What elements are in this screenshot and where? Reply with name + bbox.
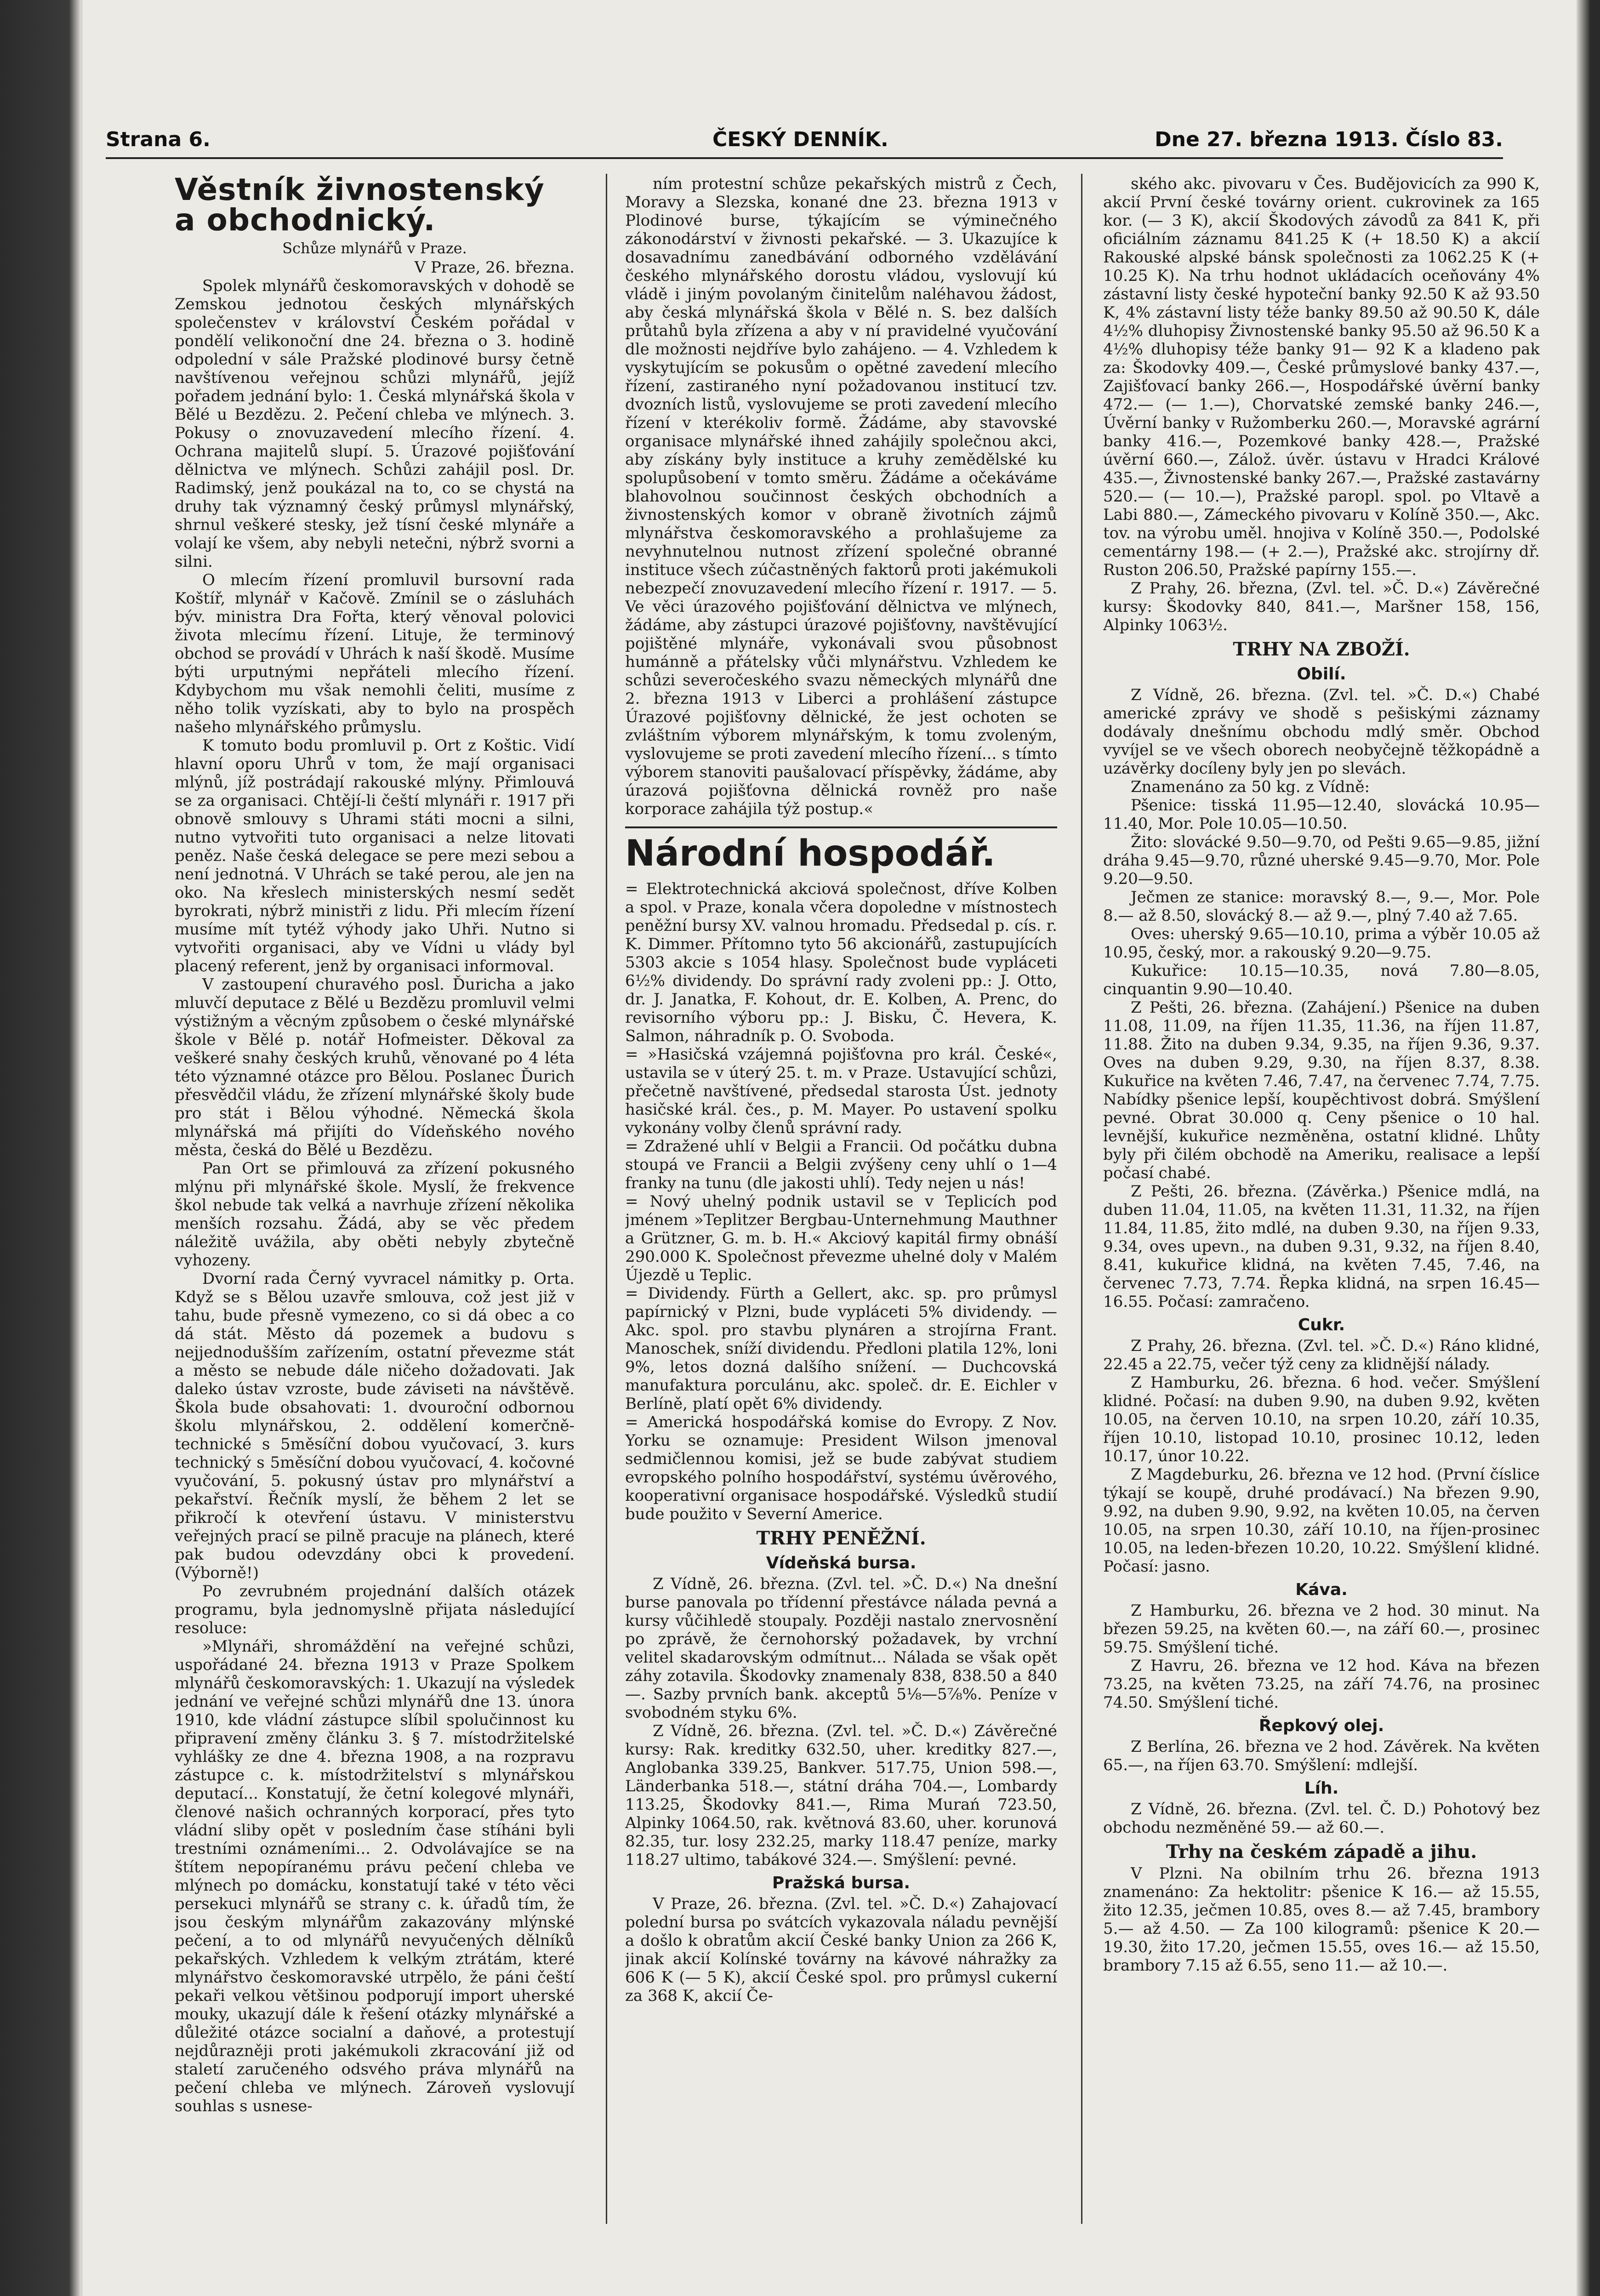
column-rule [606, 174, 607, 2224]
paragraph: Z Prahy, 26. března, (Zvl. tel. »Č. D.«) Závěrečné kursy: Škodovky 840, 841.—, Maršner 158, 156, Alpinky 1063½. [1103, 579, 1540, 634]
heading-prague-bourse: Pražská bursa. [772, 1874, 911, 1892]
heading-west-south-markets: Trhy na českém západě a jihu. [1166, 1841, 1477, 1863]
news-item: = »Hasičská vzájemná pojišťovna pro král. České«, ustavila se v úterý 25. t. m. v Praze. Ustavující schůzi, přečetně navštívené, předsedal starosta Úst. jednoty hasičské král. čes., p. M. Mayer. Po ustavení spolku vykonány volby členů správní rady. [625, 1045, 1057, 1137]
paragraph: Kukuřice: 10.15—10.35, nová 7.80—8.05, cinquantin 9.90—10.40. [1103, 962, 1540, 998]
paragraph: Po zevrubném projednání dalších otázek programu, byla jednomyslně přijata následující resoluce: [175, 1582, 575, 1637]
paragraph: Znamenáno za 50 kg. z Vídně: [1131, 778, 1370, 796]
paragraph: Z Berlína, 26. března ve 2 hod. Závěrek. Na květen 65.—, na říjen 63.70. Smýšlení: mdlejší. [1103, 1738, 1540, 1774]
news-item: = Elektrotechnická akciová společnost, dříve Kolben a spol. v Praze, konala včera dopoledne v místnostech peněžní bursy XV. valnou hromadu. Předsedal p. cís. r. K. Dimmer. Přítomno tyto 56 akcionářů, zastupujících 5303 akcie s 1054 hlasy. Společnost bude vypláceti 6½% dividendy. Do správní rady zvoleni pp.: J. Otto, dr. J. Janatka, F. Kohout, dr. E. Kolben, A. Prenc, do revisorního výboru pp.: J. Bisku, Č. Hevera, K. Salmon, náhradník p. O. Svoboda. [625, 880, 1057, 1045]
paragraph: Z Pešti, 26. března. (Závěrka.) Pšenice mdlá, na duben 11.04, 11.05, na květen 11.31, 11.32, na říjen 11.84, 11.85, žito mdlé, na duben 9.30, na říjen 9.33, 9.34, oves upevn., na duben 9.31, 9.32, na říjen 8.40, 8.41, kukuřice klidná, na květen 7.45, 7.46, na červenec 7.73, 7.74. Řepka klidná, na srpen 16.45—16.55. Počasí: zamračeno. [1103, 1182, 1540, 1311]
paragraph: Pan Ort se přimlouvá za zřízení pokusného mlýnu při mlynářské škole. Myslí, že frekvence škol nebude tak velká a navrhuje zřízení několika menších rozsahu. Žádá, aby se věc předem náležitě uvážila, aby oběti nebyly zbytečně vyhozeny. [175, 1159, 575, 1270]
dateline: V Praze, 26. března. [414, 258, 575, 277]
column-3 [1103, 175, 1540, 2225]
news-item: = Nový uhelný podnik ustavil se v Teplicích pod jménem »Teplitzer Bergbau-Unternehmung Mauthner a Grützner, G. m. b. H.« Akciový kapitál firmy obnáší 290.000 K. Společnost převezme uhelné doly v Malém Újezdě u Teplic. [625, 1192, 1057, 1284]
heading-spirits: Líh. [1304, 1779, 1339, 1798]
paragraph: Z Vídně, 26. března. (Zvl. tel. Č. D.) Pohotový bez obchodu nezměněné 59.— až 60.—. [1103, 1800, 1540, 1837]
article-subtitle: Schůze mlynářů v Praze. [282, 239, 467, 257]
heading-coffee: Káva. [1295, 1580, 1348, 1599]
paragraph: Z Vídně, 26. března. (Zvl. tel. »Č. D.«) Na dnešní burse panovala po třídenní přestávce nálada pevná a kursy vůčihledě stoupaly. Později nastalo znervosnění po zprávě, že černohorský požadavek, by vrchní velitel skadarovským odmítnut... Nálada se však opět záhy zotavila. Škodovky znamenaly 838, 838.50 a 840—. Sazby prvních bank. akceptů 5⅛—5⅞%. Peníze v svobodném styku 6%. [625, 1575, 1057, 1722]
paragraph: Z Hamburku, 26. března ve 2 hod. 30 minut. Na březen 59.25, na květen 60.—, na září 60.—, prosinec 59.75. Smýšlení tiché. [1103, 1601, 1540, 1657]
paragraph: ním protestní schůze pekařských mistrů z Čech, Moravy a Slezska, konané dne 23. března 1913 v Plodinové burse, týkajícím se výminečného zákonodárství v živnosti pekařské. — 3. Ukazujíce k dosavadnímu zanedbávání odborného vzdělávání českého mlynářského dorostu vládou, vyslovují kú vládě i jiným povolaným činitelům naléhavou žádost, aby česká mlynářská škola v Bělé n. S. bez dalších průtahů byla zřízena a aby v ní pravidelné vyučování dle možnosti nejdříve bylo zahájeno. — 4. Vzhledem k vyskytujícím se pokusům o opětné zavedení mlecího řízení, zastiraného nyní požadovanou institucí tzv. dvozních listů, vyslovujeme se proti zavedení mlecího řízení v kterékoliv formě. Žádáme, aby stavovské organisace mlynářské ihned zahájily společnou akci, aby získány byly instituce a kruhy zemědělské ku spolupůsobení v tomto směru. Žádáme a očekáváme blahovolnou součinnost českých obchodních a živnostenských komor v obraně životních zájmů mlynářstva českomoravského a prohlašujeme za nevyhnutelnou nutnost zřízení společné obranné instituce všech zúčastněných faktorů proti jakémukoli nebezpečí znovuzavedení mlecího řízení r. 1917. — 5. Ve věci úrazového pojišťování dělnictva ve mlýnech, žádáme, aby zástupci úrazové pojišťovny, navštěvující pojištěné mlynáře, vykonávali svou působnost humánně a přátelsky vůči mlynářstvu. Vzhledem ke schůzi severočeského svazu německých mlynářů dne 2. března 1913 v Liberci a prohlášení zástupce Úrazové pojišťovny dělnické, že jest ochoten se zvláštním výborem mlynářským, k tomu zvoleným, vyslovujeme se proti zavedení mlecího řízení... s tímto výborem stanoviti paušalovací příspěvky, žádáme, aby úrazová pojišťovna dělnická rovněž pro naše korporace zahájila týž postup.« [625, 175, 1057, 818]
heading-grain: Obilí. [1297, 665, 1346, 684]
paragraph: »Mlynáři, shromáždění na veřejné schůzi, uspořádané 24. března 1913 v Praze Spolkem mlynářů českomoravských: 1. Ukazují na výsledek jednání ve veřejné schůzi mlynářů dne 13. února 1910, kde vládní zástupce slíbil spolučinnost ku připravení změny článku 3. § 7. místodržitelské vyhlášky ze dne 4. března 1908, a na rozpravu zástupce c. k. místodržitelství s mlynářskou deputací... Konstatují, že četní kolegové mlynáři, členové našich ochranných korporací, přes tyto vládní sliby opět v posledním čase stíháni byli trestními oznámeními... 2. Odvolávajíce se na štítem nepopíranému právu pečení chleba ve mlýnech po domácku, konstatují také v této věci persekuci mlynářů se strany c. k. úřadů tím, že jsou českým mlynářům zakazovány mlýnské pečení, a to od mlynářů nevyučených dělníků pekařských. Vzhledem k velkým ztrátám, které mlynářstvo českomoravské utrpělo, že páni čeští pekaři velkou většinou podporují import uherské mouky, ukazují dále k řešení otázky mlynářské a důležité otázce socialní a daňové, a protestují nejdůrazněji proti jakémukoli zkracování již od staletí zaručeného odsvého práva mlynářů na pečení chleba ve mlýnech. Zároveň vyslovují souhlas s usnese- [175, 1637, 575, 2115]
heading-money-markets: TRHY PENĚŽNÍ. [756, 1527, 926, 1549]
paragraph: V Praze, 26. března. (Zvl. tel. »Č. D.«) Zahajovací polední bursa po svátcích vykazovala náladu pevnější a došlo k obratům akcií České banky Union za 266 K, jinak akcií Kolínské továrny na kávové náhražky za 606 K (— 5 K), akcií České spol. pro průmysl cukerní za 368 K, akcií Če- [625, 1895, 1057, 2005]
paragraph: Z Magdeburku, 26. března ve 12 hod. (První číslice týkají se koupě, druhé prodávací.) Na březen 9.90, 9.92, na duben 9.90, 9.92, na květen 10.05, na červen 10.05, na srpen 10.30, září 10.10, na říjen-prosinec 10.05, na leden-březen 10.20, 10.22. Smýšlení klidné. Počasí: jasno. [1103, 1465, 1540, 1576]
news-item: = Americká hospodářská komise do Evropy. Z Nov. Yorku se oznamuje: President Wilson jmenoval sedmičlennou komisi, jež se bude zabývat studiem evropského polního hospodářství, systému úvěrového, kooperativní organisace hospodářské. Výsledků studií bude použito v Severní Americe. [625, 1413, 1057, 1523]
section-title: Věstník živnostenský a obchodnický. [175, 175, 545, 238]
column-2 [625, 175, 1057, 2225]
heading-sugar: Cukr. [1298, 1316, 1345, 1334]
heading-rapeseed-oil: Řepkový olej. [1258, 1716, 1384, 1735]
paragraph: Pšenice: tisská 11.95—12.40, slovácká 10.95—11.40, Mor. Pole 10.05—10.50. [1103, 796, 1540, 833]
issue-date: Dne 27. března 1913. Číslo 83. [1155, 128, 1503, 151]
column-1 [175, 175, 575, 2225]
paragraph: Z Prahy, 26. března. (Zvl. tel. »Č. D.«) Ráno klidné, 22.45 a 22.75, večer týž ceny za klidnější nálady. [1103, 1337, 1540, 1373]
paragraph: Z Vídně, 26. března. (Zvl. tel. »Č. D.«) Chabé americké zprávy ve shodě s pešiskými záznamy dodávaly dnešnímu obchodu mdlý směr. Obchod vyvíjel se ve všech oborech neobyčejně těžkopádně a uzávěrky docíleny byly jen po slevách. [1103, 686, 1540, 778]
paragraph: Ječmen ze stanice: moravský 8.—, 9.—, Mor. Pole 8.— až 8.50, slovácký 8.— až 9.—, plný 7.40 až 7.65. [1103, 888, 1540, 925]
paragraph: Spolek mlynářů českomoravských v dohodě se Zemskou jednotou českých mlynářských společenstev v království Českém pořádal v pondělí velikonoční dne 24. března o 3. hodině odpolední v sále Pražské plodinové bursy četně navštívenou veřejnou schůzi mlynářů, jejíž pořadem jednání bylo: 1. Česká mlynářská škola v Bělé u Bezdězu. 2. Pečení chleba ve mlýnech. 3. Pokusy o znovuzavedení mlecího řízení. 4. Ochrana majitelů slupí. 5. Úrazové pojišťování dělnictva ve mlýnech. Schůzi zahájil posl. Dr. Radimský, jenž poukázal na to, co se chystá na druhy tak významný český průmysl mlynářský, shrnul veškeré stesky, jež tísní české mlynáře a volají ke všem, aby nebyli netečni, nýbrž svorni a silni. [175, 277, 575, 571]
paragraph: Z Hamburku, 26. března. 6 hod. večer. Smýšlení klidné. Počasí: na duben 9.90, na duben 9.92, květen 10.05, na červen 10.10, na srpen 10.20, září 10.35, říjen 10.10, listopad 10.10, prosinec 10.12, leden 10.17, únor 10.22. [1103, 1373, 1540, 1465]
running-head [106, 125, 1503, 159]
paragraph: O mlecím řízení promluvil bursovní rada Koštíř, mlynář v Kačově. Zmínil se o zásluhách býv. ministra Dra Fořta, který věnoval polovici života mlecímu řízení. Lituje, že terminový obchod se provádí v Uhrách k naší škodě. Musíme býti urputnými nepřáteli mlecího řízení. Kdybychom mu však nemohli čeliti, musíme z něho tolik vyzískati, aby to bylo na prospěch našeho mlynářského průmyslu. [175, 571, 575, 736]
column-rule [1081, 174, 1082, 2224]
paragraph: Oves: uherský 9.65—10.10, prima a výběr 10.05 až 10.95, český, mor. a rakouský 9.20—9.75. [1103, 925, 1540, 962]
paragraph: Z Havru, 26. března ve 12 hod. Káva na březen 73.25, na květen 73.25, na září 74.76, na prosinec 74.50. Smýšlení tiché. [1103, 1657, 1540, 1712]
section-title: Národní hospodář. [625, 826, 1057, 874]
paragraph: Dvorní rada Černý vyvracel námitky p. Orta. Když se s Bělou uzavře smlouva, což jest již v tahu, bude přesně vymezeno, co si dá obec a co dá stát. Město dá pozemek a budovu s nejjednodušším zařízením, ostatní převezme stát a město se nebude dále ničeho dožadovati. Jak daleko ústav vzroste, bude záviseti na návštěvě. Škola bude obsahovati: 1. dvouroční odbornou školu mlynářskou, 2. oddělení komerčně-technické s 5měsíční dobou vyučovací, 3. kurs technický s 5měsíční dobou vyučovací, 4. kočovné vyučování, 5. pokusný ústav pro mlynářství a pekařství. Řečník myslí, že během 2 let se přikročí k otevření ústavu. V ministerstvu veřejných prací se pilně pracuje na plánech, které pak budou odevzdány obci k provedení. (Výborně!) [175, 1270, 575, 1582]
page-number: Strana 6. [106, 128, 211, 151]
paper-title: ČESKÝ DENNÍK. [712, 128, 888, 151]
paragraph: K tomuto bodu promluvil p. Ort z Koštic. Vidí hlavní oporu Uhrů v tom, že mají organisaci mlýnů, jíž postrádají rakouské mlýny. Přimlouvá se za organisaci. Chtějí-li čeští mlynáři r. 1917 při obnově smlouvy s Uhrami státi mocni a silni, nutno vytvořiti tuto organisaci a nelze litovati peněz. Naše česká delegace se pere mezi sebou a není jednotná. V Uhrách se také perou, ale jen na oko. Na křeslech ministerských nesmí sedět byrokrati, nýbrž ministři z lidu. Při mlecím řízení musíme mít tytéž výhody jako Uhři. Nutno si vytvořiti organisaci, aby ve Vídni u vlády byl placený referent, jenž by organisaci informoval. [175, 736, 575, 975]
news-item: = Zdražené uhlí v Belgii a Francii. Od počátku dubna stoupá ve Francii a Belgii zvýšeny ceny uhlí o 1—4 franky na tunu (dle jakosti uhlí). Tedy nejen u nás! [625, 1137, 1057, 1192]
paragraph: V Plzni. Na obilním trhu 26. března 1913 znamenáno: Za hektolitr: pšenice K 16.— až 15.55, žito 12.35, ječmen 10.85, oves 8.— až 7.45, brambory 5.— až 4.50. — Za 100 kilogramů: pšenice K 20.—19.30, žito 17.20, ječmen 15.55, oves 16.— až 15.50, brambory 7.15 až 6.55, seno 11.— až 10.—. [1103, 1864, 1540, 1975]
paragraph: V zastoupení churavého posl. Ďuricha a jako mluvčí deputace z Bělé u Bezdězu promluvil velmi výstižným a věcným způsobem o české mlynářské škole v Bělé p. notář Hofmeister. Děkoval za veškeré snahy českých kruhů, věnované po 4 léta této významné otázce pro Bělou. Poslanec Ďurich přesvědčil vládu, že zřízení mlynářské školy bude pro stát i Bělou výhodné. Německá škola mlynářská má přijíti do Vídeňského nového města, česká do Bělé u Bezdězu. [175, 975, 575, 1159]
news-item: = Dividendy. Fürth a Gellert, akc. sp. pro průmysl papírnický v Plzni, bude vypláceti 5% dividendy. — Akc. spol. pro stavbu plynáren a strojírna Frant. Manoschek, sníží dividendu. Předloni platila 12%, loni 9%, letos dozná dalšího snížení. — Duchcovská manufaktura porculánu, akc. společ. dr. E. Eichler v Berlíně, platí opět 6% dividendy. [625, 1284, 1057, 1413]
paragraph: Žito: slovácké 9.50—9.70, od Pešti 9.65—9.85, jižní dráha 9.45—9.70, různé uherské 9.45—9.70, Mor. Pole 9.20—9.50. [1103, 833, 1540, 888]
paragraph: Z Pešti, 26. března. (Zahájení.) Pšenice na duben 11.08, 11.09, na říjen 11.35, 11.36, na říjen 11.87, 11.88. Žito na duben 9.34, 9.35, na říjen 9.36, 9.37. Oves na duben 9.29, 9.30, na říjen 8.37, 8.38. Kukuřice na květen 7.46, 7.47, na červenec 7.74, 7.75. Nabídky pšenice lepší, koupěchtivost dobrá. Smýšlení pevné. Obrat 30.000 q. Ceny pšenice o 10 hal. levnější, kukuřice nezměněna, ostatní klidné. Lhůty byly při čilém obchodě na Ameriku, realisace a lepší počasí chabé. [1103, 998, 1540, 1182]
paragraph: ského akc. pivovaru v Čes. Budějovicích za 990 K, akcií První české továrny orient. cukrovinek za 165 kor. (— 3 K), akcií Škodových závodů za 841 K, při oficiálním záznamu 841.25 K (+ 18.50 K) a akcií Rakouské alpské bánsk společnosti za 1062.25 K (+ 10.25 K). Na trhu hodnot ukládacích oceňovány 4% zástavní listy české hypoteční banky 92.50 K až 93.50 K, 4% zástavní listy téže banky 89.50 až 90.50 K, dále 4½% dluhopisy Živnostenské banky 95.50 až 96.50 K a 4½% dluhopisy téže banky 91— 92 K a kladeno pak za: Škodovky 409.—, České průmyslové banky 437.—, Zajišťovací banky 266.—, Hospodářské úvěrní banky 472.— (— 1.—), Chorvatské zemské banky 246.—, Úvěrní banky v Ružomberku 260.—, Moravské agrární banky 416.—, Pozemkové banky 428.—, Pražské úvěrní 660.—, Zálož. úvěr. ústavu v Hradci Králové 435.—, Živnostenské banky 267.—, Pražské zastavárny 520.— (— 10.—), Pražské paropl. spol. po Vltavě a Labi 880.—, Zámeckého pivovaru v Kolíně 350.—, Akc. tov. na výrobu uměl. hnojiva v Kolíně 350.—, Podolské cementárny 198.— (+ 2.—), Pražské akc. strojírny dř. Ruston 206.50, Pražské papírny 155.—. [1103, 175, 1540, 579]
paragraph: Z Vídně, 26. března. (Zvl. tel. »Č. D.«) Závěrečné kursy: Rak. kreditky 632.50, uher. kreditky 827.—, Anglobanka 339.25, Bankver. 517.75, Union 598.—, Länderbanka 518.—, státní dráha 704.—, Lombardy 113.25, Škodovky 841.—, Rima Murań 723.50, Alpinky 1064.50, rak. květnová 83.60, uher. korunová 82.35, tur. losy 232.25, marky 118.47 peníze, marky 118.27 ultimo, tabákové 324.—. Smýšlení: pevné. [625, 1722, 1057, 1869]
heading-commodity-markets: TRHY NA ZBOŽÍ. [1233, 638, 1410, 660]
heading-vienna-bourse: Vídeňská bursa. [766, 1554, 917, 1572]
